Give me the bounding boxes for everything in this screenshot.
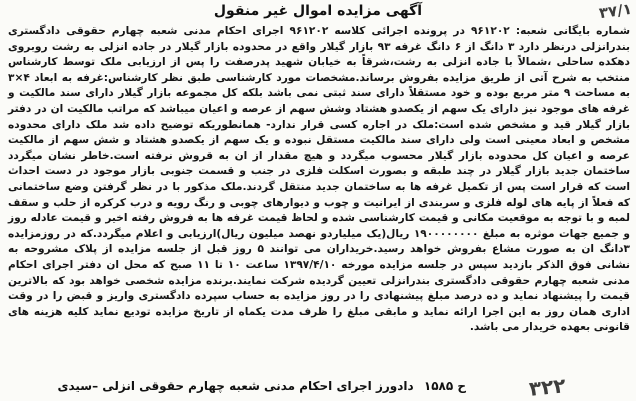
notice-number: ح ۱۵۸۵: [423, 379, 466, 393]
notice-title: آگهی مزایده اموال غیر منقول: [213, 3, 423, 19]
handwritten-note-bottom: ۳۲۲: [528, 373, 568, 401]
notice-signature: [57, 379, 466, 393]
handwritten-note-top: ۳۷/۱: [597, 0, 634, 23]
signature-text: دادورز اجرای احکام مدنی شعبه چهارم حقوقی انزلی –سیدی: [57, 379, 414, 393]
notice-body: شماره بایگانی شعبه: ۹۶۱۲۰۲ در پرونده اجرائی کلاسه ۹۶۱۲۰۲ اجرای احکام مدنی شعبه چهارم حقوقی دادگستری بندرانزلی درنظر دارد ۳ دانگ از ۶ دانگ غرفه ۹۳ بازار گیلار واقع در محدوده بازار گیلار در جاده انزلی به رشت روبروی دهکده ساحلی ،شمالاً با جاده انزلی به رشت،شرقاً به خیابان شهید پدرصفت را پس از ارزیابی ملک توسط کارشناس منتخب به شرح آتی از طریق مزایده بفروش برساند.مشخصات مورد کارشناسی طبق نظر کارشناس:غرفه به ابعاد ۴×۳ به مساحت ۹ متر مربع بوده و خود مستقلاً دارای سند ثبتی نمی باشد بلکه کل مجموعه بازار گیلار دارای سند مالکیت و غرفه های موجود نیز دارای یک سهم از یکصدو هشتاد وشش سهم از عرصه و اعیان میباشد که مراتب مالکیت ان در دفتر بازار گیلار قید و مشخص شده است:ملک در اجاره کسی قرار ندارد- همانطوریکه توضیح داده شد ملک دارای محدوده مشخص و ابعاد معینی است ولی دارای سند مالکیت مستقل نبوده و یک سهم از یکصدو هشتاد و شش سهم از مالکیت عرصه و اعیان کل محدوده بازار گیلار محسوب میگردد و هیچ مقدار از ان به قروش نرفته است.خاطر نشان میگردد ساختمان جدید بازار گیلار در چند طبقه و بصورت اسکلت فلزی در جنب و قسمت جنوبی بازار موجود در دست احداث است که قرار است پس از تکمیل غرفه ها به ساختمان جدید منتقل گردند.ملک مذکور با در نظر گرفتن وضع ساختمانی که فعلاً از پایه های لوله فلزی و سربندی از ایرانیت و چوب و دیوارهای چوبی و رنگ رویه و درب کرکره از حلب و سقف لمبه و با توجه به موقعیت مکانی و قیمت کارشناسی شده و لحاظ قیمت غرفه ها به فروش رفته اخیر و قیمت عادله روز و جمیع جهات موثره به مبلغ ۱۹۰۰۰۰۰۰۰۰ ریال(یک میلیاردو نهصد میلیون ریال)ارزیابی و اعلام میگردد.که در روزمزایده ۳دانگ ان به صورت مشاع بفروش خواهد رسید.خریداران می توانند ۵ روز قبل از جلسه مزایده از پلاک مشروحه به نشانی فوق الذکر بازدید سپس در جلسه مزایده مورخه ۱۳۹۷/۴/۱۰ ساعت ۱۰ تا ۱۱ صبح که محل ان دفتر اجرای احکام مدنی شعبه چهارم حقوقی دادگستری بندرانزلی تعیین گردیده شرکت نمایند.برنده مزایده شخصی خواهد بود که بالاترین قیمت را پیشنهاد نماید و ده درصد مبلغ پیشنهادی را در روز مزایده به حساب سپرده دادگستری واریز و قبض را در وقت اداری همان روز به این اجرا ارائه نماید و مابقی مبلغ را ظرف مدت یکماه از تاریخ مزایده تودیع نماید کلیه هزینه های قانونی بعهده خریدار می باشد.: [8, 25, 630, 334]
